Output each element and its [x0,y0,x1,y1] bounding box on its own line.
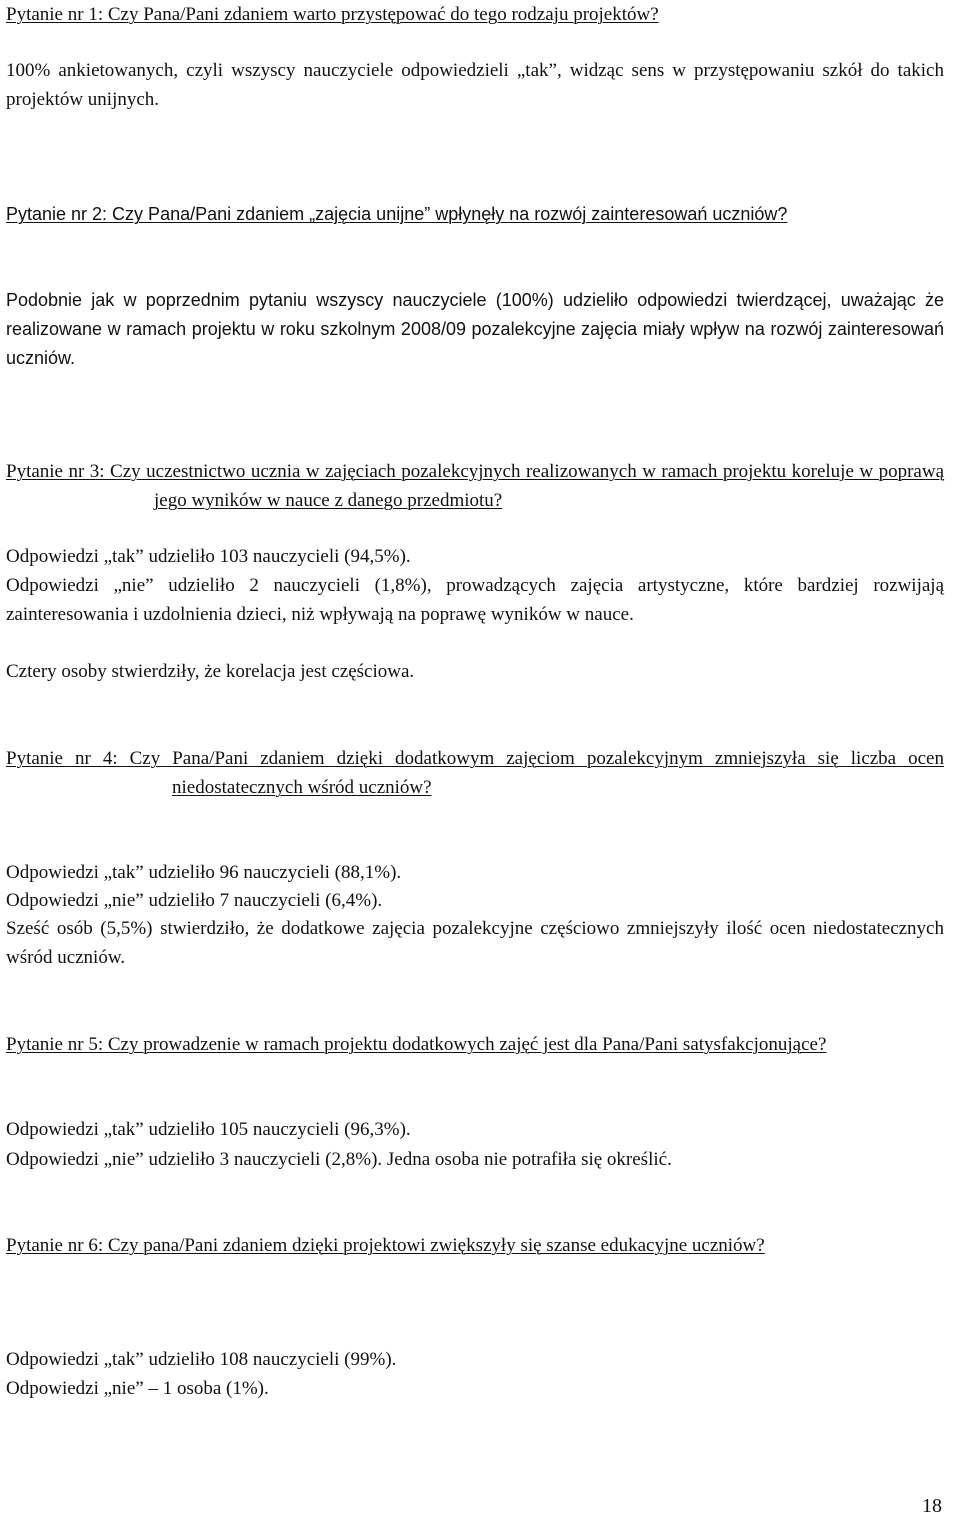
question-4-answer-no: Odpowiedzi „nie” udzieliło 7 nauczycieli (6,4%). [6,890,383,911]
question-2-answer: Podobnie jak w poprzednim pytaniu wszyscy nauczyciele (100%) udzieliło odpowiedzi twierdzącej, uważając że realizowane w ramach projektu w roku szkolnym 2008/09 pozalekcyjne zajęcia miały wpływ na rozwój zainteresowań uczniów. [6,290,944,368]
question-1-answer: 100% ankietowanych, czyli wszyscy nauczyciele odpowiedzieli „tak”, widząc sens w przystępowaniu szkół do takich projektów unijnych. [6,60,944,110]
question-6-answer-yes: Odpowiedzi „tak” udzieliło 108 nauczycieli (99%). [6,1349,397,1370]
question-3-answer-yes: Odpowiedzi „tak” udzieliło 103 nauczycieli (94,5%). [6,546,411,567]
question-5-answer-no: Odpowiedzi „nie” udzieliło 3 nauczycieli (2,8%). Jedna osoba nie potrafiła się określić. [6,1149,672,1170]
question-5-answer-yes: Odpowiedzi „tak” udzieliło 105 nauczycieli (96,3%). [6,1119,411,1140]
question-2-title: Pytanie nr 2: Czy Pana/Pani zdaniem „zajęcia unijne” wpłynęły na rozwój zainteresowań uczniów? [6,204,788,224]
question-3-title: Pytanie nr 3: Czy uczestnictwo ucznia w zajęciach pozalekcyjnych realizowanych w ramach projektu koreluje w poprawą jego wyników w nauce z danego przedmiotu? [6,461,944,511]
question-1-title: Pytanie nr 1: Czy Pana/Pani zdaniem warto przystępować do tego rodzaju projektów? [6,4,659,25]
question-4-title: Pytanie nr 4: Czy Pana/Pani zdaniem dzięki dodatkowym zajęciom pozalekcyjnym zmniejszyła się liczba ocen niedostatecznych wśród uczniów? [6,748,944,798]
question-5-title: Pytanie nr 5: Czy prowadzenie w ramach projektu dodatkowych zajęć jest dla Pana/Pani satysfakcjonujące? [6,1034,827,1055]
question-3-answer-no: Odpowiedzi „nie” udzieliło 2 nauczycieli (1,8%), prowadzących zajęcia artystyczne, które bardziej rozwijają zainteresowania i uzdolnienia dzieci, niż wpływają na poprawę wyników w nauce. [6,575,944,625]
question-6-title: Pytanie nr 6: Czy pana/Pani zdaniem dzięki projektowi zwiększyły się szanse edukacyjne uczniów? [6,1235,765,1256]
question-6-answer-no: Odpowiedzi „nie” – 1 osoba (1%). [6,1378,269,1399]
question-3-answer-partial: Cztery osoby stwierdziły, że korelacja jest częściowa. [6,661,415,682]
question-4-answer-partial: Sześć osób (5,5%) stwierdziło, że dodatkowe zajęcia pozalekcyjne częściowo zmniejszyły ilość ocen niedostatecznych wśród uczniów. [6,918,944,968]
page-number: 18 [922,1495,942,1517]
question-4-answer-yes: Odpowiedzi „tak” udzieliło 96 nauczycieli (88,1%). [6,862,402,883]
